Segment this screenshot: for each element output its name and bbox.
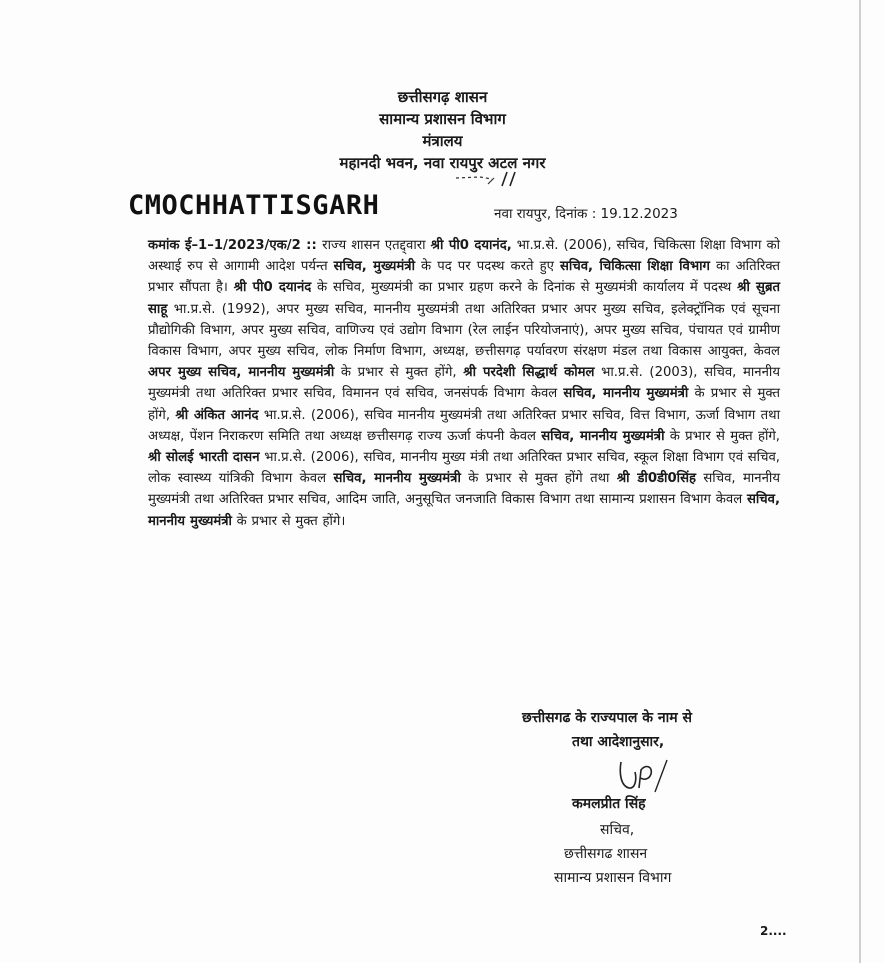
order-body (148, 235, 780, 532)
body-bold-run: सचिव, माननीय मुख्यमंत्री (333, 471, 461, 487)
body-bold-run: श्री पी0 दयानंद, (430, 238, 512, 253)
source-watermark: CMOCHHATTISGARH (128, 190, 380, 221)
header-government: छत्तीसगढ़ शासन (397, 88, 488, 106)
body-bold-run: सचिव, माननीय मुख्यमंत्री (148, 492, 780, 529)
body-text-run: भा.प्र.से. (2006), सचिव माननीय मुख्यमंत्री तथा अतिरिक्त प्रभार सचिव, वित्त विभाग, ऊर्जा विभाग तथा अध्यक्ष, पेंशन निराकरण समिति तथा अध्यक्ष छत्तीसगढ़ राज्य ऊर्जा कंपनी केवल (148, 407, 780, 444)
signatory-org: छत्तीसगढ शासन (564, 846, 648, 862)
signature-authority-line: छत्तीसगढ के राज्यपाल के नाम से (522, 710, 692, 726)
body-bold-run: सचिव, चिकित्सा शिक्षा विभाग (559, 259, 710, 275)
body-bold-run: श्री पी0 दयानंद (233, 280, 312, 296)
body-text-run: के प्रभार से मुक्त होंगे तथा (460, 471, 617, 487)
header-address: महानदी भवन, नवा रायपुर अटल नगर (339, 154, 546, 172)
body-bold-run: श्री सुब्रत साहू (148, 280, 781, 317)
date-line: नवा रायपुर, दिनांक : 19.12.2023 (494, 206, 678, 222)
body-bold-run: श्री सोलई भारती दासन (148, 450, 260, 466)
signatory-name: कमलप्रीत सिंह (572, 796, 646, 812)
body-text-run: भा.प्र.से. (2006), सचिव, चिकित्सा शिक्षा विभाग को अस्थाई रुप से आगामी आदेश पर्यन्त (148, 238, 780, 275)
page-number: 2.... (760, 924, 787, 938)
body-text-run: राज्य शासन एतद्द्वारा (322, 238, 431, 253)
body-bold-run: कमांक ई–1–1/2023/एक/2 :: (148, 238, 323, 253)
body-text-run: भा.प्र.से. (1992), अपर मुख्य सचिव, माननीय मुख्यमंत्री तथा अतिरिक्त प्रभार अपर मुख्य सचिव, इलेक्ट्रॉनिक एवं सूचना प्रौद्योगिकी विभाग, अपर मुख्य सचिव, वाणिज्य एवं उद्योग विभाग (रेल लाईन परियोजनाएं), अपर मुख्य सचिव, पंचायत एवं ग्रामीण विकास विभाग, अपर मुख्य सचिव, लोक निर्माण विभाग, अध्यक्ष, छत्तीसगढ़ पर्यावरण संरक्षण मंडल तथा विकास आयुक्त, केवल (148, 301, 780, 360)
body-bold-run: श्री अंकित आनंद (175, 407, 259, 423)
body-bold-run: अपर मुख्य सचिव, माननीय मुख्यमंत्री (148, 365, 335, 381)
body-text-run: भा.प्र.से. (2003), सचिव, माननीय मुख्यमंत्री तथा अतिरिक्त प्रभार सचिव, विमानन एवं सचिव, जनसंपर्क विभाग केवल (148, 365, 780, 402)
body-text-run: के प्रभार से मुक्त होंगे, (664, 428, 781, 444)
body-bold-run: सचिव, माननीय मुख्यमंत्री (563, 386, 689, 402)
signatory-department: सामान्य प्रशासन विभाग (554, 870, 672, 886)
body-text-run: का अतिरिक्त प्रभार सौंपता है। (148, 259, 780, 296)
header-ministry: मंत्रालय (422, 132, 463, 150)
handwritten-mark (450, 168, 530, 190)
signatory-designation: सचिव, (600, 822, 635, 838)
body-text-run: भा.प्र.से. (2006), सचिव, माननीय मुख्य मंत्री तथा अतिरिक्त प्रभार सचिव, स्कूल शिक्षा विभाग एवं सचिव, लोक स्वास्थ्य यांत्रिकी विभाग केवल (148, 450, 780, 487)
body-text-run: के प्रभार से मुक्त होंगे, (334, 365, 464, 381)
body-text-run: के प्रभार से मुक्त होंगे। (231, 513, 346, 529)
body-bold-run: श्री डी0डी0सिंह (616, 471, 696, 487)
body-text-run: सचिव, माननीय मुख्यमंत्री तथा अतिरिक्त प्रभार सचिव, आदिम जाति, अनुसूचित जनजाति विकास विभाग तथा सामान्य प्रशासन विभाग केवल (148, 471, 780, 508)
body-bold-run: सचिव, मुख्यमंत्री (333, 259, 415, 275)
header-department: सामान्य प्रशासन विभाग (379, 110, 506, 128)
body-text-run: के प्रभार से मुक्त होंगे, (148, 386, 780, 423)
body-bold-run: श्री परदेशी सिद्धार्थ कोमल (463, 365, 595, 381)
letterhead (0, 86, 885, 174)
body-text-run: के सचिव, मुख्यमंत्री का प्रभार ग्रहण करने के दिनांक से मुख्यमंत्री कार्यालय में पदस्थ (311, 280, 738, 296)
signature-order-line: तथा आदेशानुसार, (572, 734, 665, 750)
body-text-run: के पद पर पदस्थ करते हुए (414, 259, 560, 275)
body-bold-run: सचिव, माननीय मुख्यमंत्री (541, 428, 665, 444)
